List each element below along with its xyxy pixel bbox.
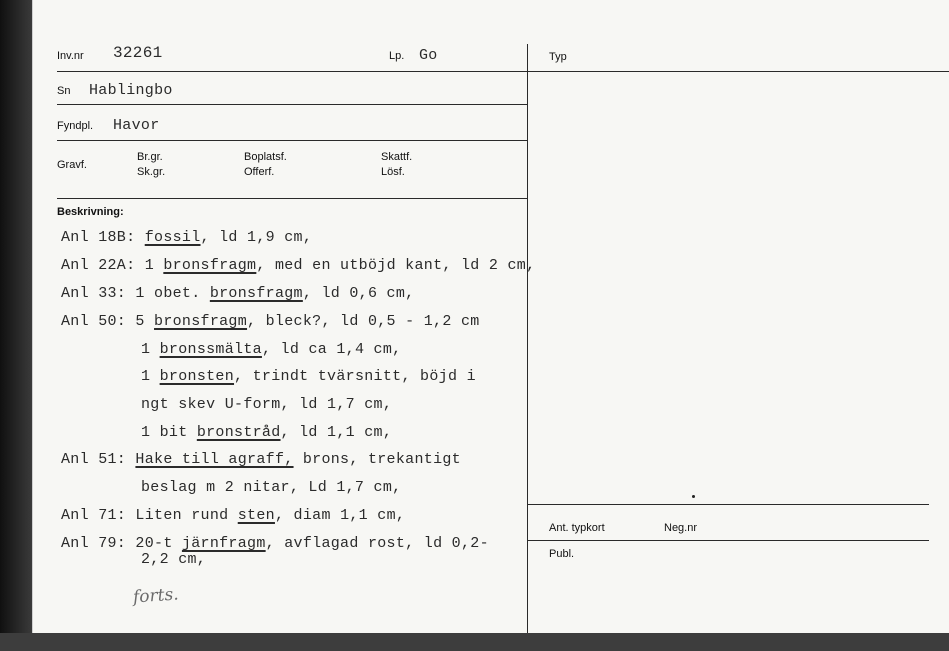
desc-line: Anl 18B: fossil, ld 1,9 cm, [61,229,313,246]
rule-gravf [57,198,527,199]
desc-line: Anl 50: 5 bronsfragm, bleck?, ld 0,5 - 1,2 cm [61,313,480,330]
desc-line: 1 bit bronstråd, ld 1,1 cm, [141,424,393,441]
desc-line: 1 bronssmälta, ld ca 1,4 cm, [141,341,402,358]
rule-header [57,71,949,72]
rule-ant [527,540,929,541]
desc-line: ngt skev U-form, ld 1,7 cm, [141,396,393,413]
skgr-label: Sk.gr. [137,166,166,178]
gravf-label: Gravf. [57,159,87,171]
inv-value: 32261 [113,44,163,62]
neg-nr-label: Neg.nr [664,522,698,534]
brgr-label: Br.gr. [137,151,163,163]
desc-line: beslag m 2 nitar, Ld 1,7 cm, [141,479,402,496]
rule-fyndpl [57,140,527,141]
lp-value: Go [419,47,438,64]
column-divider [527,44,528,633]
boplatsf-label: Boplatsf. [244,151,287,163]
losf-label: Lösf. [381,166,405,178]
desc-line: Anl 51: Hake till agraff, brons, trekantigt [61,451,461,468]
typ-label: Typ [549,51,567,63]
fyndpl-label: Fyndpl. [57,120,94,132]
fyndpl-value: Havor [113,117,160,134]
desc-line: Anl 79: 20-t järnfragm, avflagad rost, ld 0,2- [61,535,489,552]
ink-speck [692,495,695,498]
desc-line: Anl 71: Liten rund sten, diam 1,1 cm, [61,507,406,524]
desc-line: Anl 22A: 1 bronsfragm, med en utböjd kant, ld 2 cm, [61,257,536,274]
publ-label: Publ. [549,548,575,560]
lp-label: Lp. [389,50,405,62]
beskrivning-label: Beskrivning: [57,206,124,218]
desc-line: 2,2 cm, [141,551,207,568]
handwritten-note: forts. [132,584,180,608]
ant-typkort-label: Ant. typkort [549,522,605,534]
skattf-label: Skattf. [381,151,413,163]
desc-line: 1 bronsten, trindt tvärsnitt, böjd i [141,368,476,385]
catalog-card [32,0,949,633]
sn-value: Hablingbo [89,82,173,99]
desc-line: Anl 33: 1 obet. bronsfragm, ld 0,6 cm, [61,285,415,302]
sn-label: Sn [57,85,71,97]
rule-right-lower [527,504,929,505]
inv-label: Inv.nr [57,50,84,62]
offerf-label: Offerf. [244,166,275,178]
scan-shadow-bottom [0,633,949,651]
scan-shadow-left [0,0,32,651]
rule-sn [57,104,527,105]
